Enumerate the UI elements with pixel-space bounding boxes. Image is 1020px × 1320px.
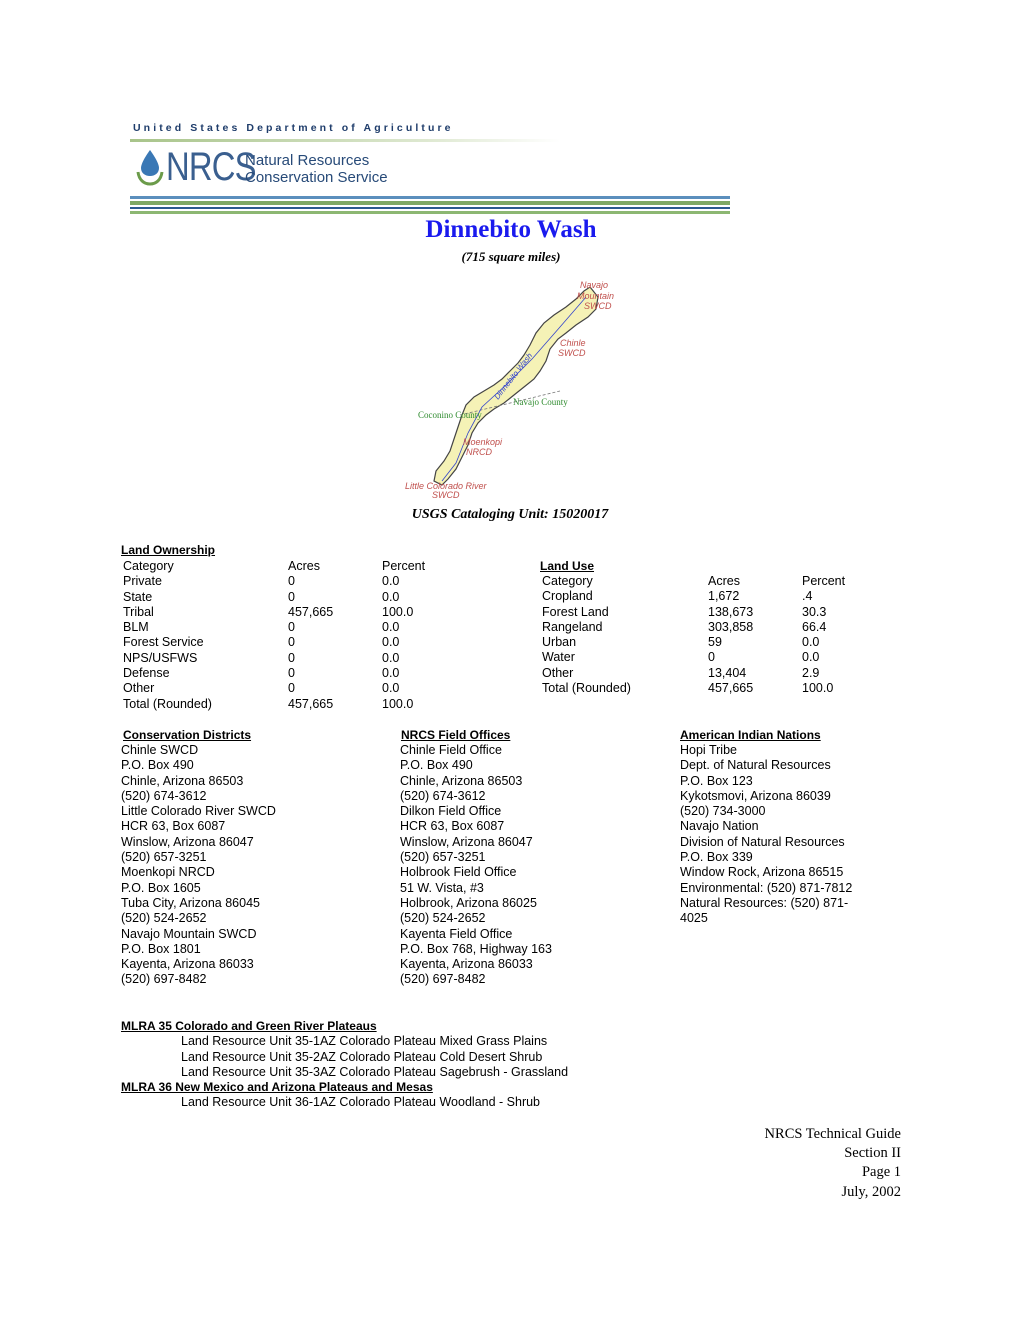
table-cell: 457,665	[708, 681, 754, 696]
header-band	[130, 201, 730, 205]
list-item: P.O. Box 490	[121, 758, 194, 773]
table-cell: 66.4	[802, 619, 827, 634]
table-row	[123, 635, 462, 650]
list-item: Holbrook, Arizona 86025	[400, 895, 537, 910]
table-row	[542, 650, 882, 665]
list-item: Environmental: (520) 871-7812	[680, 880, 853, 895]
table-row	[123, 605, 462, 620]
table-cell: 0	[288, 666, 295, 681]
map-label-little-colorado: Little Colorado River	[405, 481, 487, 491]
list-item: Window Rock, Arizona 86515	[680, 865, 844, 880]
table-cell: 457,665	[288, 604, 334, 619]
table-row	[542, 666, 882, 681]
table-cell: BLM	[123, 620, 149, 635]
table-row	[542, 589, 882, 604]
logo-name-line2: Conservation Service	[245, 169, 388, 186]
list-item: 51 W. Vista, #3	[400, 880, 484, 895]
table-cell: 0.0	[382, 574, 400, 589]
column-header: Percent	[382, 559, 426, 573]
list-item: Division of Natural Resources	[680, 834, 845, 849]
table-row	[542, 681, 882, 696]
table-cell: 138,673	[708, 604, 754, 619]
table-row	[542, 605, 882, 620]
map-label-coconino-county: Coconino County	[418, 410, 482, 420]
map-label-little-colorado: SWCD	[432, 490, 460, 500]
table-cell: Defense	[123, 666, 170, 681]
footer-date: July, 2002	[841, 1183, 901, 1200]
list-item: Winslow, Arizona 86047	[121, 834, 254, 849]
table-cell: Other	[542, 665, 574, 680]
table-cell: 0	[288, 635, 295, 650]
list-item: Kykotsmovi, Arizona 86039	[680, 788, 831, 803]
land-resource-unit: Land Resource Unit 35-2AZ Colorado Plateau Cold Desert Shrub	[181, 1049, 543, 1064]
table-row	[123, 574, 462, 589]
list-item: (520) 524-2652	[121, 911, 207, 926]
table-cell: 0.0	[382, 589, 400, 604]
table-cell: 0.0	[382, 666, 400, 681]
column-header: Category	[542, 574, 593, 588]
table-cell: 30.3	[802, 604, 827, 619]
table-cell: NPS/USFWS	[123, 650, 198, 665]
table-cell: 0	[708, 650, 715, 665]
table-cell: Other	[123, 681, 155, 696]
table-cell: 59	[708, 635, 722, 650]
list-item: (520) 697-8482	[121, 972, 207, 987]
list-item: Chinle, Arizona 86503	[121, 773, 244, 788]
table-row	[542, 620, 882, 635]
land-resource-unit: Land Resource Unit 36-1AZ Colorado Plateau Woodland - Shrub	[181, 1095, 541, 1110]
mlra-section	[121, 1019, 568, 1111]
table-header-row	[542, 574, 882, 589]
land-resource-unit: Land Resource Unit 35-3AZ Colorado Plateau Sagebrush - Grassland	[181, 1064, 569, 1079]
table-cell: 457,665	[288, 696, 334, 711]
list-item: Chinle, Arizona 86503	[400, 773, 523, 788]
table-cell: 0	[288, 574, 295, 589]
header-band	[130, 211, 730, 214]
list-item: Dept. of Natural Resources	[680, 758, 831, 773]
table-cell: Cropland	[542, 589, 593, 604]
header-band	[130, 196, 730, 199]
list-item: Kayenta, Arizona 86033	[121, 957, 254, 972]
field-offices-heading: NRCS Field Offices	[401, 728, 511, 742]
header-band	[130, 207, 730, 209]
nrcs-drop-icon	[135, 148, 165, 188]
map-label-navajo-mountain: Navajo	[580, 280, 609, 290]
land-ownership-heading: Land Ownership	[121, 543, 216, 557]
footer-guide: NRCS Technical Guide	[764, 1126, 901, 1142]
table-cell: 1,672	[708, 589, 740, 604]
table-cell: 0.0	[382, 635, 400, 650]
table-cell: Total (Rounded)	[542, 681, 631, 696]
nrcs-logo-word: NRCS	[166, 145, 256, 189]
table-cell: 13,404	[708, 665, 747, 680]
conservation-districts-list	[121, 743, 276, 988]
list-item: Moenkopi NRCD	[121, 865, 215, 880]
table-cell: Urban	[542, 635, 577, 650]
list-item: Kayenta, Arizona 86033	[400, 957, 533, 972]
logo-name-line1: Natural Resources	[245, 152, 370, 169]
table-cell: 303,858	[708, 619, 754, 634]
table-row	[123, 620, 462, 635]
list-item: P.O. Box 1801	[121, 941, 201, 956]
list-item: P.O. Box 123	[680, 773, 753, 788]
table-header-row	[123, 559, 462, 574]
list-item: HCR 63, Box 6087	[400, 819, 505, 834]
map-label-moenkopi: NRCD	[466, 447, 492, 457]
list-item: P.O. Box 1605	[121, 880, 201, 895]
list-item: Little Colorado River SWCD	[121, 804, 276, 819]
table-cell: Private	[123, 574, 162, 589]
list-item: (520) 674-3612	[121, 788, 207, 803]
table-row	[123, 666, 462, 681]
table-cell: Forest Land	[542, 604, 609, 619]
map-label-navajo-county: Navajo County	[513, 397, 568, 407]
table-cell: 0.0	[802, 635, 820, 650]
list-item: P.O. Box 490	[400, 758, 473, 773]
land-resource-unit: Land Resource Unit 35-1AZ Colorado Plateau Mixed Grass Plains	[181, 1034, 548, 1049]
column-header: Acres	[708, 574, 740, 588]
table-cell: Tribal	[123, 604, 154, 619]
list-item: (520) 734-3000	[680, 804, 766, 819]
list-item: (520) 524-2652	[400, 911, 486, 926]
map-label-chinle: Chinle	[560, 338, 586, 348]
table-cell: 0.0	[382, 620, 400, 635]
indian-nations-list	[680, 743, 852, 927]
map-label-wash: Dinnebito Wash	[492, 351, 535, 402]
footer-section: Section II	[844, 1145, 901, 1162]
indian-nations-heading: American Indian Nations	[680, 728, 821, 742]
table-cell: 100.0	[382, 604, 414, 619]
list-item: Chinle Field Office	[400, 743, 502, 757]
list-item: (520) 657-3251	[400, 850, 486, 865]
list-item: Dilkon Field Office	[400, 804, 502, 819]
table-cell: 0	[288, 589, 295, 604]
table-row	[123, 681, 462, 696]
list-item: Tuba City, Arizona 86045	[121, 895, 260, 910]
land-use-heading: Land Use	[540, 559, 595, 573]
table-cell: 0	[288, 681, 295, 696]
table-cell: .4	[802, 589, 813, 604]
mlra-heading: MLRA 36 New Mexico and Arizona Plateaus and Mesas	[121, 1080, 433, 1095]
table-row	[123, 590, 462, 605]
page-title-text: Dinnebito Wash	[425, 216, 597, 243]
table-cell: 0.0	[802, 650, 820, 665]
list-item: Kayenta Field Office	[400, 926, 513, 941]
table-row	[123, 697, 462, 712]
page-footer	[765, 1125, 901, 1202]
table-cell: 0	[288, 620, 295, 635]
list-item: HCR 63, Box 6087	[121, 819, 226, 834]
column-header: Percent	[802, 574, 846, 588]
table-cell: 0.0	[382, 650, 400, 665]
list-item: 4025	[680, 911, 708, 926]
usda-divider	[130, 139, 560, 142]
footer-page-number: Page 1	[861, 1164, 901, 1181]
page-title	[0, 216, 1020, 244]
usda-banner-text: United States Department of Agriculture	[133, 122, 454, 134]
table-row	[123, 651, 462, 666]
page-subtitle-text: (715 square miles)	[461, 249, 561, 264]
list-item: Navajo Nation	[680, 819, 759, 834]
land-use-table	[542, 574, 882, 696]
list-item: Hopi Tribe	[680, 743, 737, 757]
list-item: P.O. Box 339	[680, 850, 753, 865]
list-item: (520) 697-8482	[400, 972, 486, 987]
table-cell: Rangeland	[542, 619, 603, 634]
table-cell: 2.9	[802, 665, 820, 680]
list-item: Chinle SWCD	[121, 743, 199, 757]
list-item: (520) 674-3612	[400, 788, 486, 803]
column-header: Acres	[288, 559, 320, 573]
map-label-navajo-mountain: SWCD	[584, 301, 612, 311]
list-item: Navajo Mountain SWCD	[121, 926, 257, 941]
list-item: Natural Resources: (520) 871-	[680, 895, 849, 910]
table-cell: 0	[288, 650, 295, 665]
list-item: Holbrook Field Office	[400, 865, 517, 880]
usgs-cataloging-unit: USGS Cataloging Unit: 15020017	[411, 507, 609, 522]
list-item: (520) 657-3251	[121, 850, 207, 865]
table-cell: 100.0	[382, 696, 414, 711]
table-cell: 100.0	[802, 681, 834, 696]
map-label-chinle: SWCD	[558, 348, 586, 358]
field-offices-list	[400, 743, 552, 988]
column-header: Category	[123, 559, 174, 573]
map-label-moenkopi: Moenkopi	[463, 437, 503, 447]
map-label-navajo-mountain: Mountain	[577, 291, 615, 301]
watershed-outline	[434, 287, 598, 485]
nrcs-logo-name	[245, 152, 388, 186]
mlra-heading: MLRA 35 Colorado and Green River Plateaus	[121, 1019, 377, 1033]
land-ownership-table	[123, 559, 462, 712]
conservation-districts-heading: Conservation Districts	[123, 728, 252, 742]
table-cell: Total (Rounded)	[123, 696, 212, 711]
watershed-map	[400, 275, 620, 500]
table-cell: State	[123, 589, 153, 604]
list-item: Winslow, Arizona 86047	[400, 834, 533, 849]
list-item: P.O. Box 768, Highway 163	[400, 941, 552, 956]
table-cell: Forest Service	[123, 635, 204, 650]
page-subtitle	[0, 249, 1020, 265]
table-row	[542, 635, 882, 650]
table-cell: Water	[542, 650, 575, 665]
table-cell: 0.0	[382, 681, 400, 696]
